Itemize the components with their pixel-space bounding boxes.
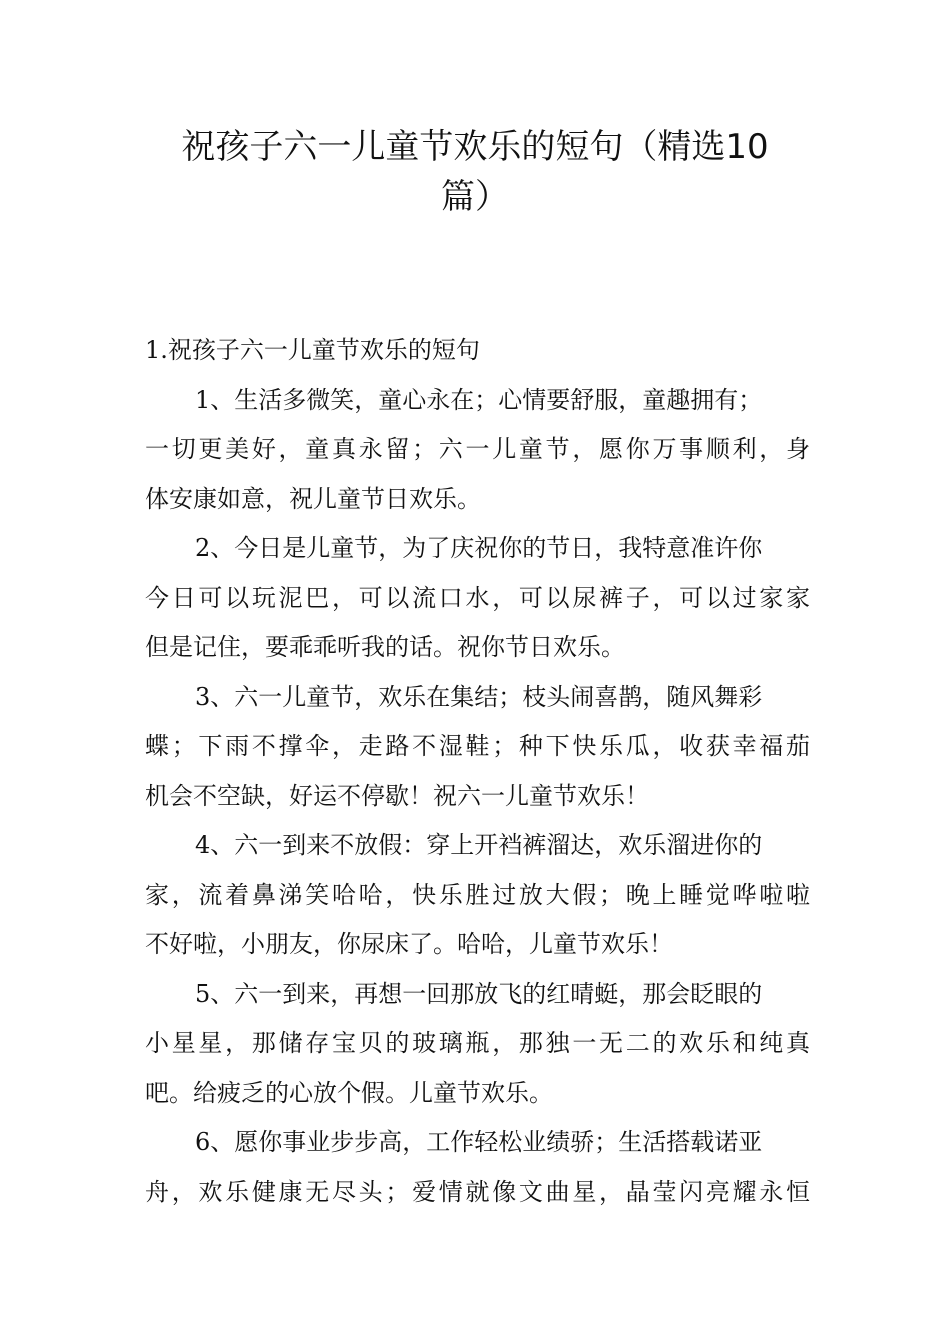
document-body	[145, 326, 810, 1217]
paragraph-1	[145, 376, 810, 525]
paragraph-line: 5、六一到来，再想一回那放飞的红晴蜓，那会眨眼的	[195, 979, 763, 1008]
title-line-1: 祝孩子六一儿童节欢乐的短句（精选10	[181, 127, 769, 167]
section-heading: 1.祝孩子六一儿童节欢乐的短句	[145, 336, 480, 364]
paragraph-line: 4、六一到来不放假：穿上开裆裤溜达，欢乐溜进你的	[195, 831, 763, 859]
paragraph-line: 1、生活多微笑，童心永在；心情要舒服，童趣拥有；	[195, 385, 763, 414]
paragraph-line: 2、今日是儿童节，为了庆祝你的节日，我特意准许你	[195, 534, 763, 562]
paragraph-line: 舟，欢乐健康无尽头；爱情就像文曲星，晶莹闪亮耀永恒	[145, 1177, 810, 1206]
paragraph-line: 体安康如意，祝儿童节日欢乐。	[145, 484, 481, 513]
paragraph-6	[145, 1118, 810, 1217]
paragraph-line: 机会不空缺，好运不停歇！祝六一儿童节欢乐！	[145, 781, 649, 810]
paragraph-line: 今日可以玩泥巴，可以流口水，可以尿裤子，可以过家家	[145, 583, 810, 612]
paragraph-line: 6、愿你事业步步高，工作轻松业绩骄；生活搭载诺亚	[195, 1128, 763, 1156]
paragraph-5	[145, 970, 810, 1119]
paragraph-line: 小星星，那储存宝贝的玻璃瓶，那独一无二的欢乐和纯真	[145, 1029, 810, 1057]
paragraph-3	[145, 673, 810, 822]
paragraph-line: 3、六一儿童节，欢乐在集结；枝头闹喜鹊，随风舞彩	[195, 682, 763, 711]
paragraph-line: 不好啦，小朋友，你尿床了。哈哈，儿童节欢乐！	[145, 930, 673, 958]
paragraph-2	[145, 524, 810, 673]
paragraph-4	[145, 821, 810, 970]
paragraph-line: 家，流着鼻涕笑哈哈，快乐胜过放大假；晚上睡觉哗啦啦	[145, 880, 810, 909]
title-line-2: 篇）	[441, 177, 509, 217]
paragraph-line: 一切更美好，童真永留；六一儿童节，愿你万事顺利，身	[145, 435, 810, 463]
paragraph-line: 蝶；下雨不撑伞，走路不湿鞋；种下快乐瓜，收获幸福茄	[145, 732, 810, 760]
paragraph-line: 但是记住，要乖乖听我的话。祝你节日欢乐。	[145, 633, 625, 661]
document-title	[0, 122, 950, 222]
paragraph-line: 吧。给疲乏的心放个假。儿童节欢乐。	[145, 1078, 553, 1107]
